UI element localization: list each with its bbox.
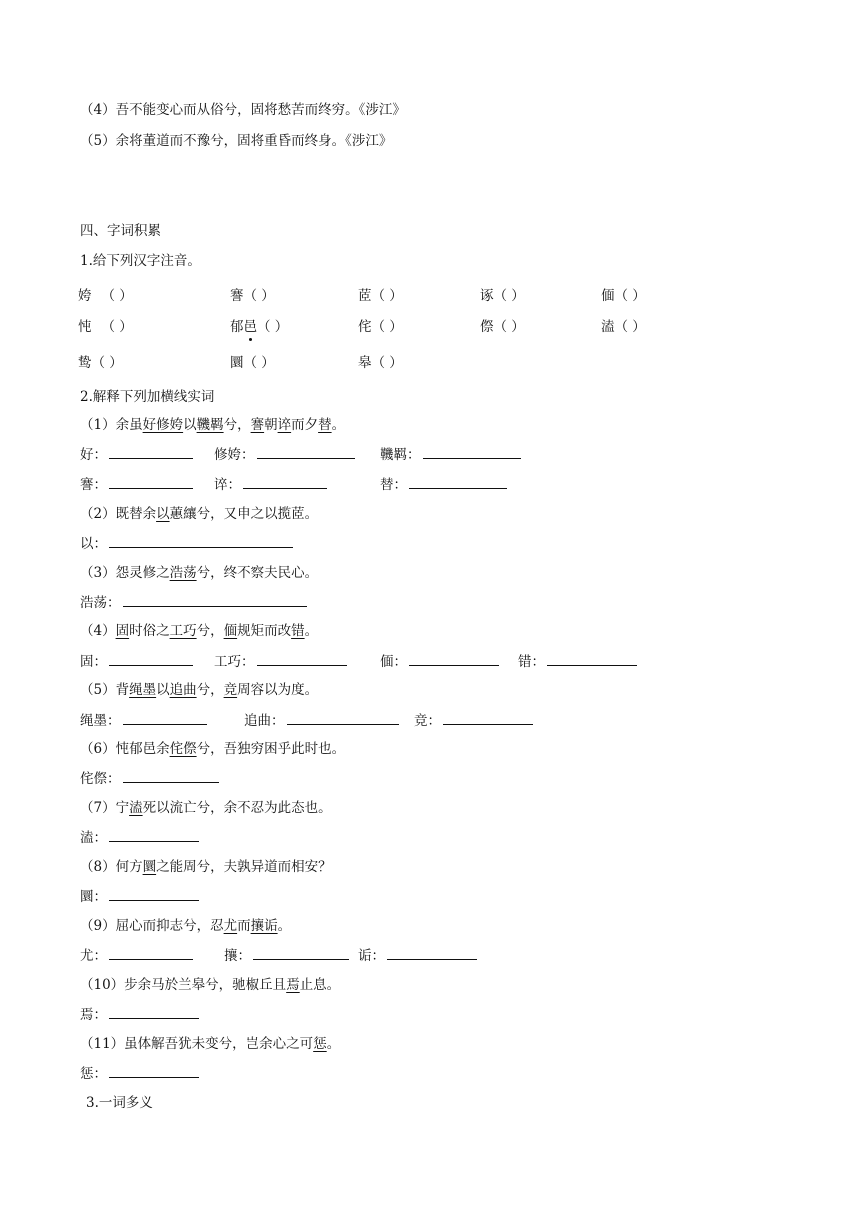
answer-label: 替： bbox=[380, 475, 507, 494]
answer-line[interactable] bbox=[287, 711, 399, 725]
answer-line[interactable] bbox=[409, 475, 507, 489]
answer-blank[interactable]: （ ） bbox=[101, 319, 133, 335]
section-title: 四、字词积累 bbox=[80, 223, 161, 239]
answer-label: 修姱： bbox=[214, 445, 355, 464]
answer-label: 攘： bbox=[224, 946, 349, 965]
answer-line[interactable] bbox=[257, 445, 355, 459]
answer-blank[interactable]: （ ） bbox=[493, 288, 525, 304]
answer-label: 浩荡： bbox=[80, 593, 307, 612]
answer-label: 好： bbox=[80, 445, 193, 464]
answer-line[interactable] bbox=[109, 887, 199, 901]
pinyin-item: 茝（ ） bbox=[358, 288, 403, 304]
sentence-4: （4）固时俗之工巧兮，偭规矩而改错。 bbox=[80, 623, 319, 639]
answer-label: 追曲： bbox=[244, 711, 399, 730]
answer-line[interactable] bbox=[109, 946, 193, 960]
sentence-9: （9）屈心而抑志兮，忍尤而攘诟。 bbox=[80, 918, 292, 934]
q2-title: 2.解释下列加横线实词 bbox=[80, 389, 215, 405]
sentence-10: （10）步余马於兰皋兮，驰椒丘且焉止息。 bbox=[80, 977, 341, 993]
pinyin-item: 郁邑（ ） bbox=[230, 319, 289, 335]
pinyin-item: 侘（ ） bbox=[358, 319, 403, 335]
answer-line[interactable] bbox=[409, 652, 499, 666]
answer-line[interactable] bbox=[109, 828, 199, 842]
answer-label: 惩： bbox=[80, 1064, 199, 1083]
pinyin-item: 忳 （ ） bbox=[78, 319, 133, 335]
verse-4: （4）吾不能变心而从俗兮，固将愁苦而终穷。《涉江》 bbox=[80, 102, 406, 118]
pinyin-item: 鸷（ ） bbox=[78, 355, 123, 371]
answer-blank[interactable]: （ ） bbox=[614, 288, 646, 304]
answer-line[interactable] bbox=[257, 652, 347, 666]
answer-label: 错： bbox=[518, 652, 637, 671]
answer-blank[interactable]: （ ） bbox=[371, 319, 403, 335]
answer-label: 绳墨： bbox=[80, 711, 207, 730]
answer-label: 竞： bbox=[414, 711, 533, 730]
answer-label: 谇： bbox=[214, 475, 327, 494]
answer-blank[interactable]: （ ） bbox=[493, 319, 525, 335]
answer-line[interactable] bbox=[387, 946, 477, 960]
answer-label: 鞿羁： bbox=[380, 445, 521, 464]
answer-label: 圜： bbox=[80, 887, 199, 906]
answer-blank[interactable]: （ ） bbox=[243, 288, 275, 304]
answer-line[interactable] bbox=[253, 946, 349, 960]
answer-line[interactable] bbox=[243, 475, 327, 489]
pinyin-item: 圜（ ） bbox=[230, 355, 275, 371]
answer-label: 焉： bbox=[80, 1005, 199, 1024]
sentence-6: （6）忳郁邑余侘傺兮，吾独穷困乎此时也。 bbox=[80, 741, 346, 757]
answer-label: 溘： bbox=[80, 828, 199, 847]
answer-line[interactable] bbox=[547, 652, 637, 666]
answer-line[interactable] bbox=[109, 475, 193, 489]
answer-blank[interactable]: （ ） bbox=[614, 319, 646, 335]
answer-blank[interactable]: （ ） bbox=[371, 355, 403, 371]
sentence-2: （2）既替余以蕙纕兮，又申之以揽茝。 bbox=[80, 506, 319, 522]
answer-label: 诟： bbox=[358, 946, 477, 965]
sentence-3: （3）怨灵修之浩荡兮，终不察夫民心。 bbox=[80, 565, 319, 581]
answer-blank[interactable]: （ ） bbox=[101, 288, 133, 304]
verse-5: （5）余将董道而不豫兮，固将重昏而终身。《涉江》 bbox=[80, 133, 393, 149]
answer-line[interactable] bbox=[109, 652, 193, 666]
pinyin-item: 謇（ ） bbox=[230, 288, 275, 304]
sentence-8: （8）何方圜之能周兮，夫孰异道而相安？ bbox=[80, 859, 332, 875]
answer-line[interactable] bbox=[109, 445, 193, 459]
q3-title: 3.一词多义 bbox=[86, 1095, 153, 1111]
answer-label: 以： bbox=[80, 534, 293, 553]
answer-line[interactable] bbox=[423, 445, 521, 459]
q1-title: 1.给下列汉字注音。 bbox=[80, 253, 201, 269]
answer-label: 尤： bbox=[80, 946, 193, 965]
pinyin-item: 溘（ ） bbox=[601, 319, 646, 335]
answer-blank[interactable]: （ ） bbox=[257, 319, 289, 335]
answer-blank[interactable]: （ ） bbox=[243, 355, 275, 371]
pinyin-item: 偭（ ） bbox=[601, 288, 646, 304]
answer-line[interactable] bbox=[443, 711, 533, 725]
answer-line[interactable] bbox=[109, 1005, 199, 1019]
answer-label: 侘傺： bbox=[80, 769, 219, 788]
answer-line[interactable] bbox=[123, 593, 307, 607]
sentence-5: （5）背绳墨以追曲兮，竞周容以为度。 bbox=[80, 682, 319, 698]
pinyin-item: 傺（ ） bbox=[480, 319, 525, 335]
answer-line[interactable] bbox=[123, 711, 207, 725]
pinyin-item: 诼（ ） bbox=[480, 288, 525, 304]
sentence-7: （7）宁溘死以流亡兮，余不忍为此态也。 bbox=[80, 800, 332, 816]
sentence-11: （11）虽体解吾犹未变兮，岂余心之可惩。 bbox=[80, 1036, 341, 1052]
answer-line[interactable] bbox=[109, 534, 293, 548]
answer-blank[interactable]: （ ） bbox=[91, 355, 123, 371]
pinyin-item: 姱 （ ） bbox=[78, 288, 133, 304]
answer-label: 工巧： bbox=[214, 652, 347, 671]
sentence-1: （1）余虽好修姱以鞿羁兮，謇朝谇而夕替。 bbox=[80, 417, 346, 433]
answer-line[interactable] bbox=[123, 769, 219, 783]
answer-line[interactable] bbox=[109, 1064, 199, 1078]
answer-label: 固： bbox=[80, 652, 193, 671]
answer-label: 偭： bbox=[380, 652, 499, 671]
answer-label: 謇： bbox=[80, 475, 193, 494]
answer-blank[interactable]: （ ） bbox=[371, 288, 403, 304]
pinyin-item: 皋（ ） bbox=[358, 355, 403, 371]
